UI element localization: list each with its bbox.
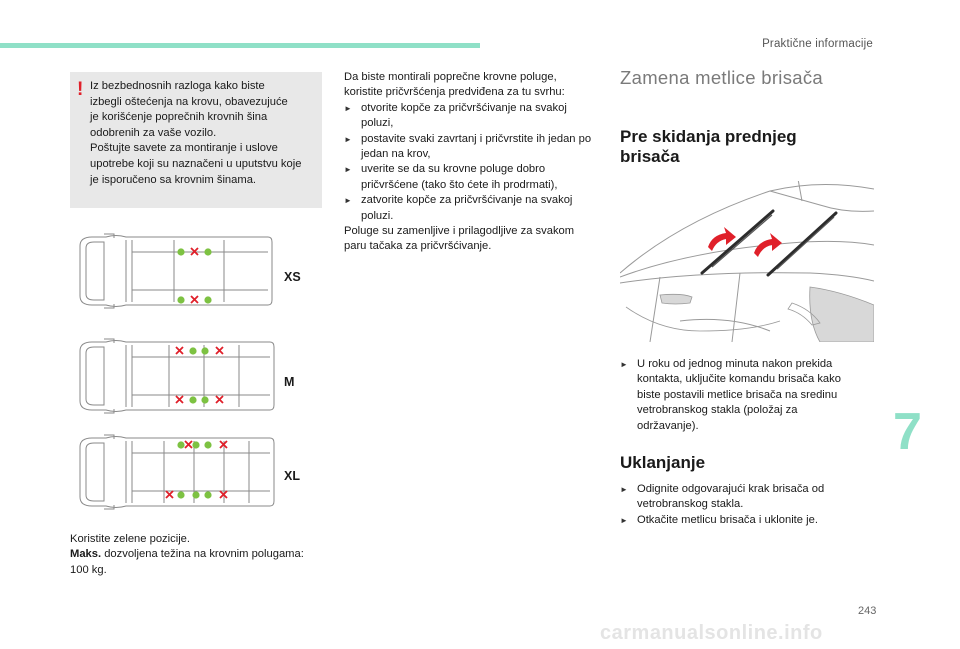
warning-line: je isporučeno sa krovnim šinama. — [90, 173, 257, 186]
step-bullet: ► Odignite odgovarajući krak brisača od vetrobranskog stakla. — [620, 482, 860, 513]
warning-line: odobrenih za vaše vozilo. — [90, 126, 217, 139]
instructions-outro: Poluge su zamenljive i prilagodljive za svakom paru tačaka za pričvršćivanje. — [344, 225, 575, 253]
roof-load-note — [70, 532, 330, 578]
note-line — [70, 547, 330, 562]
note-line: 100 kg. — [70, 563, 107, 576]
subheading-line: Pre skidanja prednjeg — [620, 127, 797, 146]
warning-box — [70, 72, 322, 208]
header-accent-bar — [0, 43, 480, 48]
warning-icon: ! — [77, 79, 84, 100]
instruction-bullet: ► uverite se da su krovne poluge dobro pričvršćene (tako što ćete ih prodrmati), — [344, 162, 594, 193]
maintenance-position-step — [620, 357, 860, 434]
removal-steps — [620, 482, 860, 528]
note-bold: Maks. — [70, 548, 102, 561]
subheading-before-removal — [620, 127, 797, 167]
note-line: Koristite zelene pozicije. — [70, 533, 191, 545]
warning-line: Poštujte savete za montiranje i uslove — [90, 142, 278, 155]
variant-label-xl: XL — [284, 469, 300, 483]
van-top-view-xs-icon — [74, 232, 314, 310]
instruction-bullet: ► otvorite kopče za pričvršćivanje na svakoj poluzi, — [344, 101, 594, 132]
subheading-line: brisača — [620, 147, 680, 166]
step-bullet: ► Otkačite metlicu brisača i uklonite je. — [620, 513, 860, 528]
watermark: carmanualsonline.info — [600, 622, 823, 644]
chapter-number: 7 — [893, 403, 922, 461]
variant-label-m: M — [284, 375, 295, 389]
van-top-view-m-icon — [74, 337, 314, 415]
van-top-view-xl-icon — [74, 433, 314, 511]
instruction-bullet: ► zatvorite kopče za pričvršćivanje na svakoj poluzi. — [344, 193, 594, 224]
subheading-removal: Uklanjanje — [620, 453, 706, 472]
mounting-instructions — [344, 70, 594, 255]
warning-line: Iz bezbednosnih razloga kako biste — [90, 80, 265, 92]
section-title: Praktične informacije — [762, 38, 873, 50]
warning-line: je korišćenje poprečnih krovnih šina — [90, 111, 268, 124]
windshield-wipers-illustration — [620, 181, 874, 342]
instruction-bullet: ► postavite svaki zavrtanj i pričvrstite ih jedan po jedan na krov, — [344, 132, 594, 163]
note-text: dozvoljena težina na krovnim polugama: — [101, 548, 304, 561]
variant-label-xs: XS — [284, 270, 301, 284]
instructions-intro: Da biste montirali poprečne krovne poluge, koristite pričvršćenja predviđena za tu svrhu: — [344, 71, 565, 99]
warning-line: upotrebe koji su naznačeni u uputstvu koje — [90, 157, 302, 170]
section-heading: Zamena metlice brisača — [620, 67, 823, 88]
warning-line: izbegli oštećenja na krovu, obavezujuće — [90, 95, 288, 108]
step-bullet: ► U roku od jednog minuta nakon prekida kontakta, uključite komandu brisača kako biste postavili metlice brisača na sredinu vetrobranskog stakla (položaj za održavanje). — [620, 357, 860, 434]
page-number: 243 — [858, 605, 877, 617]
